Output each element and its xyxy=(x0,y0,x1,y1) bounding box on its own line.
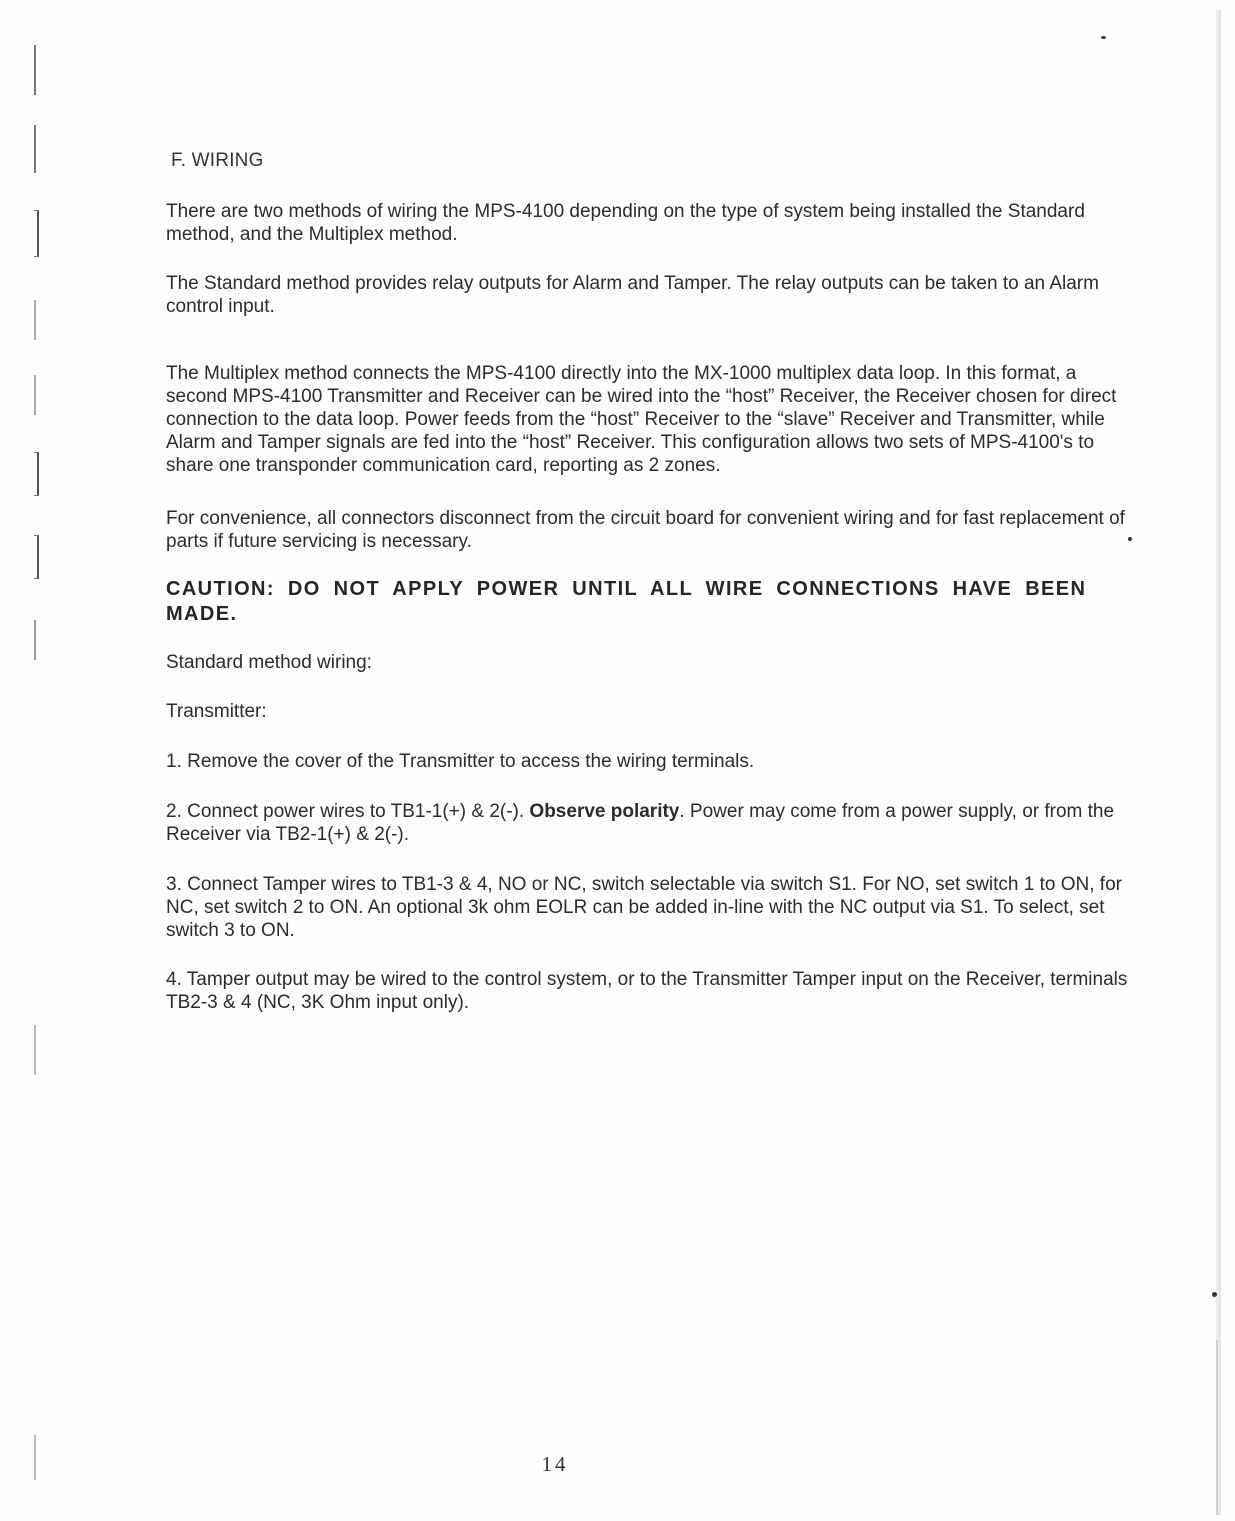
scan-edge-line xyxy=(1216,1340,1218,1515)
connectors-paragraph: For convenience, all connectors disconnect from the circuit board for convenient wiring and for fast replacement of parts if future servicing is necessary. xyxy=(166,508,1125,552)
caution-warning: CAUTION: DO NOT APPLY POWER UNTIL ALL WIRE CONNECTIONS HAVE BEEN MADE. xyxy=(166,578,1087,625)
step-4: 4. Tamper output may be wired to the control system, or to the Transmitter Tamper input on the Receiver, terminals TB2-3 & 4 (NC, 3K Ohm input only). xyxy=(166,969,1128,1013)
standard-method-paragraph: The Standard method provides relay outputs for Alarm and Tamper. The relay outputs can be taken to an Alarm control input. xyxy=(166,273,1099,317)
step-2-emphasis: Observe polarity xyxy=(529,801,680,822)
intro-paragraph: There are two methods of wiring the MPS-4100 depending on the type of system being installed the Standard method, and the Multiplex method. xyxy=(166,201,1085,245)
subheading-standard-wiring: Standard method wiring: xyxy=(166,652,372,673)
step-1: 1. Remove the cover of the Transmitter to access the wiring terminals. xyxy=(166,751,755,772)
binding-mark xyxy=(34,300,36,340)
scan-speck xyxy=(1212,1292,1217,1297)
subheading-transmitter: Transmitter: xyxy=(166,701,267,722)
multiplex-method-paragraph: The Multiplex method connects the MPS-4100 directly into the MX-1000 multiplex data loop. In this format, a second MPS-4100 Transmitter and Receiver can be wired into the “host” Receiver, the Receiver chosen for direct connection to the data loop. Power feeds from the “host” Receiver to the “slave” Receiver and Transmitter, while Alarm and Tamper signals are fed into the “host” Receiver. This configuration allows two sets of MPS-4100's to share one transponder communication card, reporting as 2 zones. xyxy=(166,363,1117,476)
binding-mark xyxy=(34,620,36,660)
scan-edge-shadow xyxy=(1216,10,1221,1515)
binding-mark xyxy=(34,45,36,95)
binding-mark xyxy=(34,125,36,173)
binding-mark xyxy=(34,452,39,496)
document-body xyxy=(166,150,1141,1014)
binding-mark xyxy=(34,1025,36,1075)
binding-mark xyxy=(34,375,36,415)
page-number: 14 xyxy=(541,1452,569,1476)
binding-mark xyxy=(34,535,39,579)
scan-speck xyxy=(1101,36,1106,39)
step-2-text: 2. Connect power wires to TB1-1(+) & 2(-). xyxy=(166,801,530,822)
section-heading: F. WIRING xyxy=(171,150,264,171)
step-2 xyxy=(166,800,1141,846)
step-3: 3. Connect Tamper wires to TB1-3 & 4, NO or NC, switch selectable via switch S1. For NO, set switch 1 to ON, for NC, set switch 2 to ON. An optional 3k ohm EOLR can be added in-line with the NC output via S1. To select, set switch 3 to ON. xyxy=(166,874,1122,941)
step-2-text-cont: . Power may come from a power supply, or from the Receiver via TB2-1(+) & 2(-). xyxy=(166,801,1115,845)
binding-mark xyxy=(34,210,39,257)
